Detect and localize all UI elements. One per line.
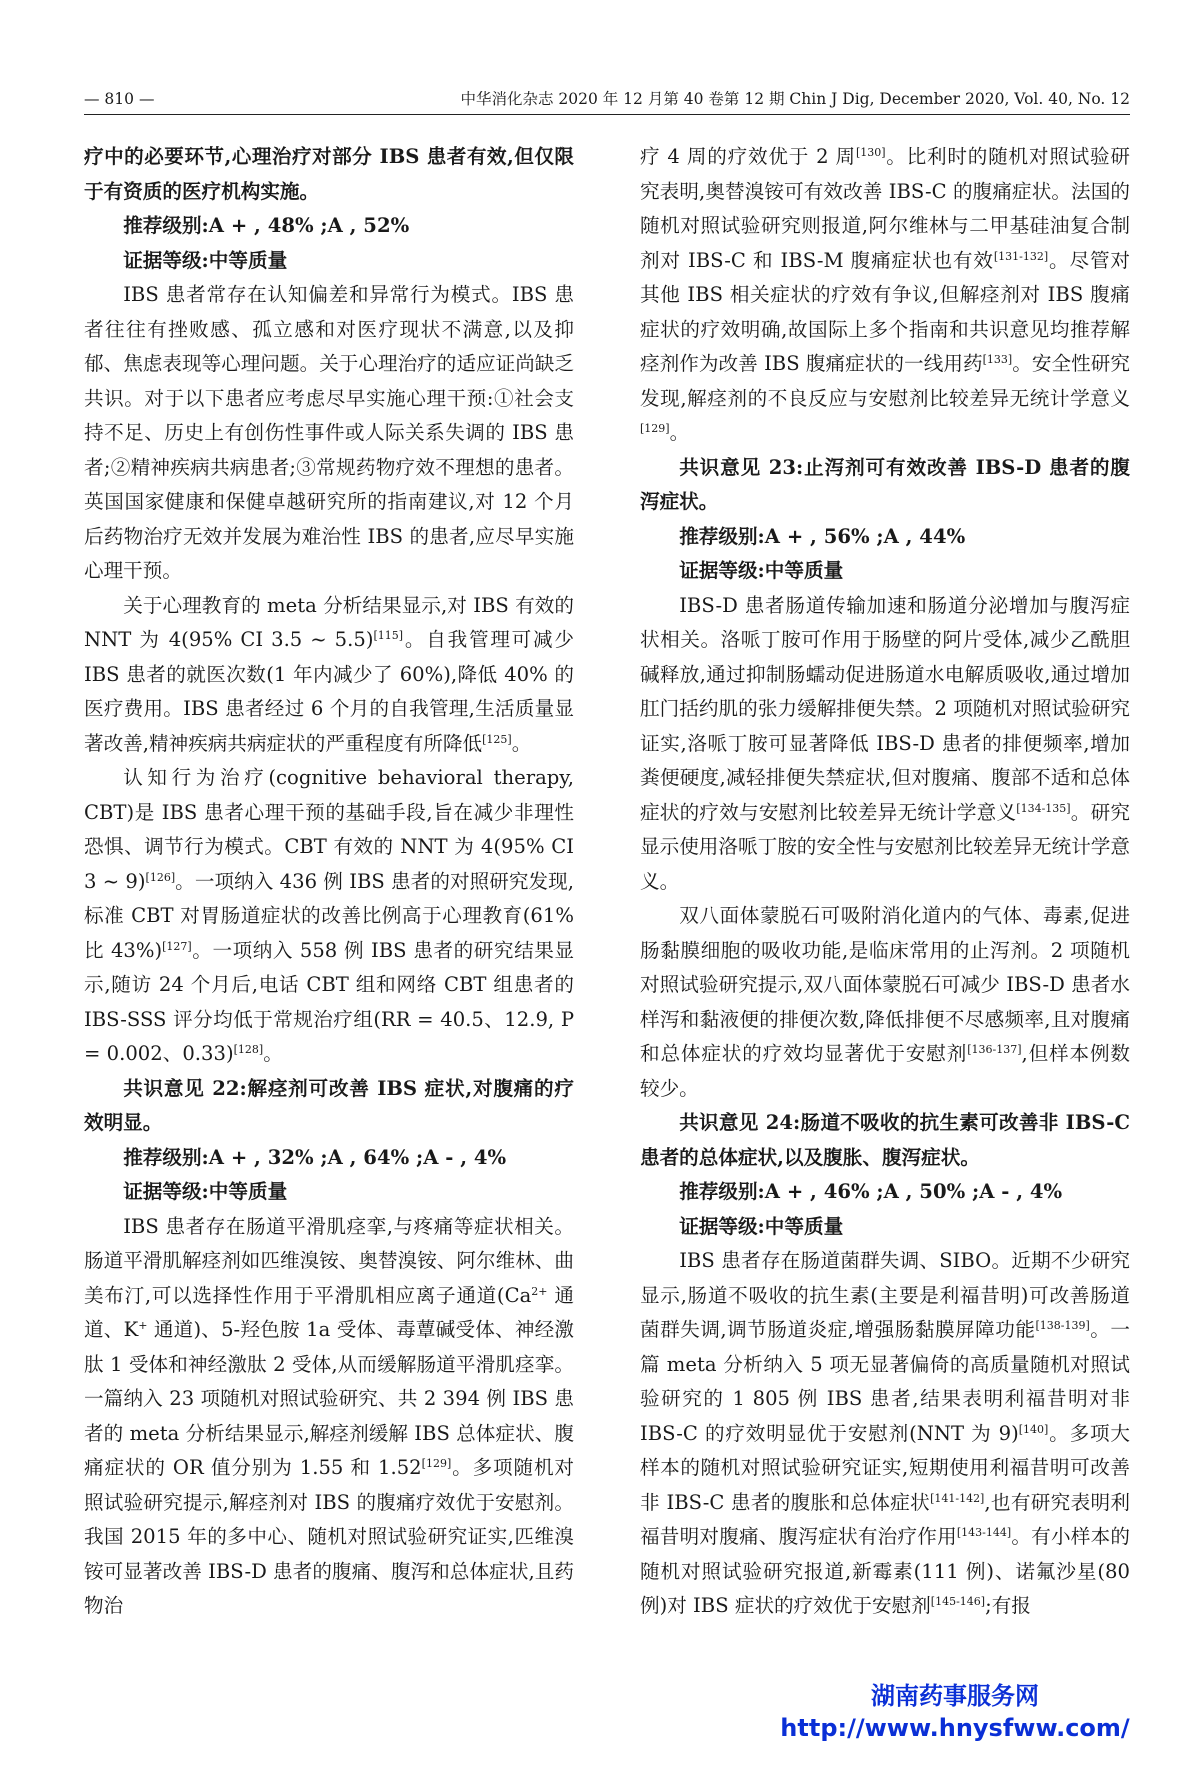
text-run: 。多项大样本的随机对照试验研究证实,短期使用利福昔明可改善非 IBS-C 患者的腹胀和总体症状	[640, 1421, 1130, 1514]
citation-superscript: [131-132]	[993, 249, 1049, 263]
text-run: IBS 患者存在肠道菌群失调、SIBO。近期不少研究显示,肠道不吸收的抗生素(主要是利福昔明)可改善肠道菌群失调,调节肠道炎症,增强肠黏膜屏障功能	[640, 1249, 1130, 1341]
text-run: 通道)、5-羟色胺 1a 受体、毒蕈碱受体、神经激肽 1 受体和神经激肽 2 受体,从而缓解肠道平滑肌痉挛。一篇纳入 23 项随机对照试验研究、共 2 394 例 IBS 患者的 meta 分析结果显示,解痉剂缓解 IBS 总体症状、腹痛症状的 OR 值分别为 1.55 和 1.52	[84, 1318, 574, 1479]
citation-superscript: [134-135]	[1016, 801, 1071, 815]
text-run: 。一项纳入 558 例 IBS 患者的研究结果显示,随访 24 个月后,电话 CBT 组和网络 CBT 组患者的 IBS-SSS 评分均低于常规治疗组(RR = 40.5、12.9, P = 0.002、0.33)	[84, 938, 574, 1065]
grade-line	[640, 1210, 1130, 1245]
text-run: 证据等级:中等质量	[123, 1180, 288, 1203]
text-run: ,但样本例数较少。	[640, 1042, 1130, 1100]
text-run: 。自我管理可减少 IBS 患者的就医次数(1 年内减少了 60%),降低 40% 的医疗费用。IBS 患者经过 6 个月的自我管理,生活质量显著改善,精神疾病共病症状的严重程度有所降低	[84, 628, 575, 755]
text-run: 。一篇 meta 分析纳入 5 项无显著偏倚的高质量随机对照试验研究的 1 805 例 IBS 患者,结果表明利福昔明对非 IBS-C 的疗效明显优于安慰剂(NNT 为 9)	[640, 1318, 1130, 1445]
body-paragraph	[640, 1244, 1130, 1624]
citation-superscript: [141-142]	[930, 1491, 985, 1505]
body-paragraph	[640, 589, 1130, 900]
text-run: 。	[263, 1042, 283, 1065]
body-paragraph	[84, 1210, 574, 1624]
text-run: 。有小样本的随机对照试验研究报道,新霉素(111 例)、诺氟沙星(80 例)对 IBS 症状的疗效优于安慰剂	[640, 1525, 1130, 1617]
citation-superscript: [143-144]	[956, 1526, 1012, 1539]
text-run: 通道、K	[84, 1283, 574, 1341]
text-run: 证据等级:中等质量	[679, 1214, 844, 1238]
citation-superscript: +	[138, 1319, 148, 1332]
text-run: 推荐级别:A + , 32% ;A , 64% ;A - , 4%	[123, 1145, 507, 1169]
body-paragraph	[84, 761, 574, 1072]
grade-line	[84, 209, 574, 244]
citation-superscript: [130]	[855, 146, 886, 159]
grade-line	[640, 1175, 1130, 1210]
text-run: 疗中的必要环节,心理治疗对部分 IBS 患者有效,但仅限于有资质的医疗机构实施。	[84, 145, 574, 203]
citation-superscript: [136-137]	[967, 1043, 1022, 1056]
text-run: IBS 患者存在肠道平滑肌痉挛,与疼痛等症状相关。肠道平滑肌解痉剂如匹维溴铵、奥替溴铵、阿尔维林、曲美布汀,可以选择性作用于平滑肌相应离子通道(Ca	[84, 1214, 574, 1307]
watermark-url[interactable]: http://www.hnysfww.com/	[780, 1714, 1130, 1742]
body-paragraph	[640, 899, 1130, 1106]
text-run: 证据等级:中等质量	[123, 248, 288, 272]
text-run: 。一项纳入 436 例 IBS 患者的对照研究发现,标准 CBT 对胃肠道症状的改善比例高于心理教育(61% 比 43%)	[84, 869, 575, 962]
text-run: 共识意见 22:解痉剂可改善 IBS 症状,对腹痛的疗效明显。	[84, 1076, 574, 1134]
text-run: 推荐级别:A + , 48% ;A , 52%	[123, 214, 410, 237]
body-paragraph	[640, 140, 1130, 451]
citation-superscript: [129]	[640, 422, 670, 435]
citation-superscript: [126]	[145, 870, 176, 884]
text-run: 。尽管对其他 IBS 相关症状的疗效有争议,但解痉剂对 IBS 腹痛症状的疗效明确,故国际上多个指南和共识意见均推荐解痉剂作为改善 IBS 腹痛症状的一线用药	[640, 248, 1130, 375]
running-header	[84, 88, 1130, 115]
consensus-heading	[640, 451, 1130, 520]
citation-superscript: [128]	[233, 1043, 264, 1056]
grade-line	[640, 554, 1130, 589]
text-run: 认知行为治疗(cognitive behavioral therapy, CBT)是 IBS 患者心理干预的基础手段,旨在减少非理性恐惧、调节行为模式。CBT 有效的 NNT 为 4(95% CI 3 ~ 9)	[84, 766, 574, 893]
text-run: 双八面体蒙脱石可吸附消化道内的气体、毒素,促进肠黏膜细胞的吸收功能,是临床常用的止泻剂。2 项随机对照试验研究提示,双八面体蒙脱石可减少 IBS-D 患者水样泻和黏液便的排便次数,降低排便不尽感频率,且对腹痛和总体症状的疗效均显著优于安慰剂	[640, 904, 1130, 1065]
text-run: 。	[669, 421, 690, 444]
bold-paragraph	[84, 140, 574, 209]
text-run: 。	[511, 731, 532, 755]
text-run: IBS 患者常存在认知偏差和异常行为模式。IBS 患者往往有挫败感、孤立感和对医疗现状不满意,以及抑郁、焦虑表现等心理问题。关于心理治疗的适应证尚缺乏共识。对于以下患者应考虑尽早实施心理干预:①社会支持不足、历史上有创伤性事件或人际关系失调的 IBS 患者;②精神疾病共病患者;③常规药物疗效不理想的患者。英国国家健康和保健卓越研究所的指南建议,对 12 个月后药物治疗无效并发展为难治性 IBS 的患者,应尽早实施心理干预。	[84, 283, 574, 582]
text-run: 推荐级别:A + , 56% ;A , 44%	[679, 524, 966, 548]
text-run: 关于心理教育的 meta 分析结果显示,对 IBS 有效的 NNT 为 4(95% CI 3.5 ~ 5.5)	[84, 593, 574, 651]
left-column	[84, 140, 574, 1624]
citation-superscript: [125]	[482, 732, 512, 746]
text-run: 。研究显示使用洛哌丁胺的安全性与安慰剂比较差异无统计学意义。	[640, 800, 1131, 893]
text-run: 证据等级:中等质量	[679, 559, 844, 582]
citation-superscript: [115]	[373, 629, 404, 642]
watermark-site-name: 湖南药事服务网	[871, 1682, 1039, 1710]
body-paragraph	[84, 589, 574, 762]
consensus-heading	[640, 1106, 1130, 1175]
citation-superscript: [127]	[162, 939, 192, 953]
consensus-heading	[84, 1072, 574, 1141]
right-column	[640, 140, 1130, 1624]
text-run: 共识意见 24:肠道不吸收的抗生素可改善非 IBS-C 患者的总体症状,以及腹胀、腹泻症状。	[640, 1111, 1130, 1169]
text-run: ;有报	[985, 1594, 1031, 1617]
text-run: 疗 4 周的疗效优于 2 周	[640, 145, 856, 168]
text-run: 。多项随机对照试验研究提示,解痉剂对 IBS 的腹痛疗效优于安慰剂。我国 2015 年的多中心、随机对照试验研究证实,匹维溴铵可显著改善 IBS-D 患者的腹痛、腹泻和总体症状,且药物治	[84, 1456, 574, 1617]
citation-superscript: [145-146]	[930, 1595, 986, 1608]
citation-superscript: [133]	[982, 353, 1013, 366]
grade-line	[640, 520, 1130, 555]
grade-line	[84, 244, 574, 279]
citation-superscript: [129]	[421, 1457, 452, 1470]
body-paragraph	[84, 278, 574, 589]
citation-superscript: 2+	[531, 1284, 548, 1298]
text-run: 。安全性研究发现,解痉剂的不良反应与安慰剂比较差异无统计学意义	[640, 352, 1130, 410]
site-watermark[interactable]	[745, 1680, 1165, 1744]
citation-superscript: [140]	[1018, 1422, 1049, 1436]
page-number: — 810 —	[84, 90, 155, 108]
grade-line	[84, 1141, 574, 1176]
text-run: IBS-D 患者肠道传输加速和肠道分泌增加与腹泻症状相关。洛哌丁胺可作用于肠壁的阿片受体,减少乙酰胆碱释放,通过抑制肠蠕动促进肠道水电解质吸收,通过增加肛门括约肌的张力缓解排便失禁。2 项随机对照试验研究证实,洛哌丁胺可显著降低 IBS-D 患者的排便频率,增加粪便硬度,减轻排便失禁症状,但对腹痛、腹部不适和总体症状的疗效与安慰剂比较差异无统计学意义	[640, 593, 1130, 824]
text-run: ,也有研究表明利福昔明对腹痛、腹泻症状有治疗作用	[640, 1490, 1130, 1548]
text-run: 推荐级别:A + , 46% ;A , 50% ;A - , 4%	[679, 1180, 1063, 1203]
text-run: 。比利时的随机对照试验研究表明,奥替溴铵可有效改善 IBS-C 的腹痛症状。法国的随机对照试验研究则报道,阿尔维林与二甲基硅油复合制剂对 IBS-C 和 IBS-M 腹痛症状也有效	[640, 145, 1130, 272]
citation-superscript: [138-139]	[1035, 1319, 1090, 1332]
journal-citation: 中华消化杂志 2020 年 12 月第 40 卷第 12 期 Chin J Dig, December 2020, Vol. 40, No. 12	[460, 90, 1130, 108]
text-run: 共识意见 23:止泻剂可有效改善 IBS-D 患者的腹泻症状。	[640, 455, 1130, 513]
grade-line	[84, 1175, 574, 1210]
